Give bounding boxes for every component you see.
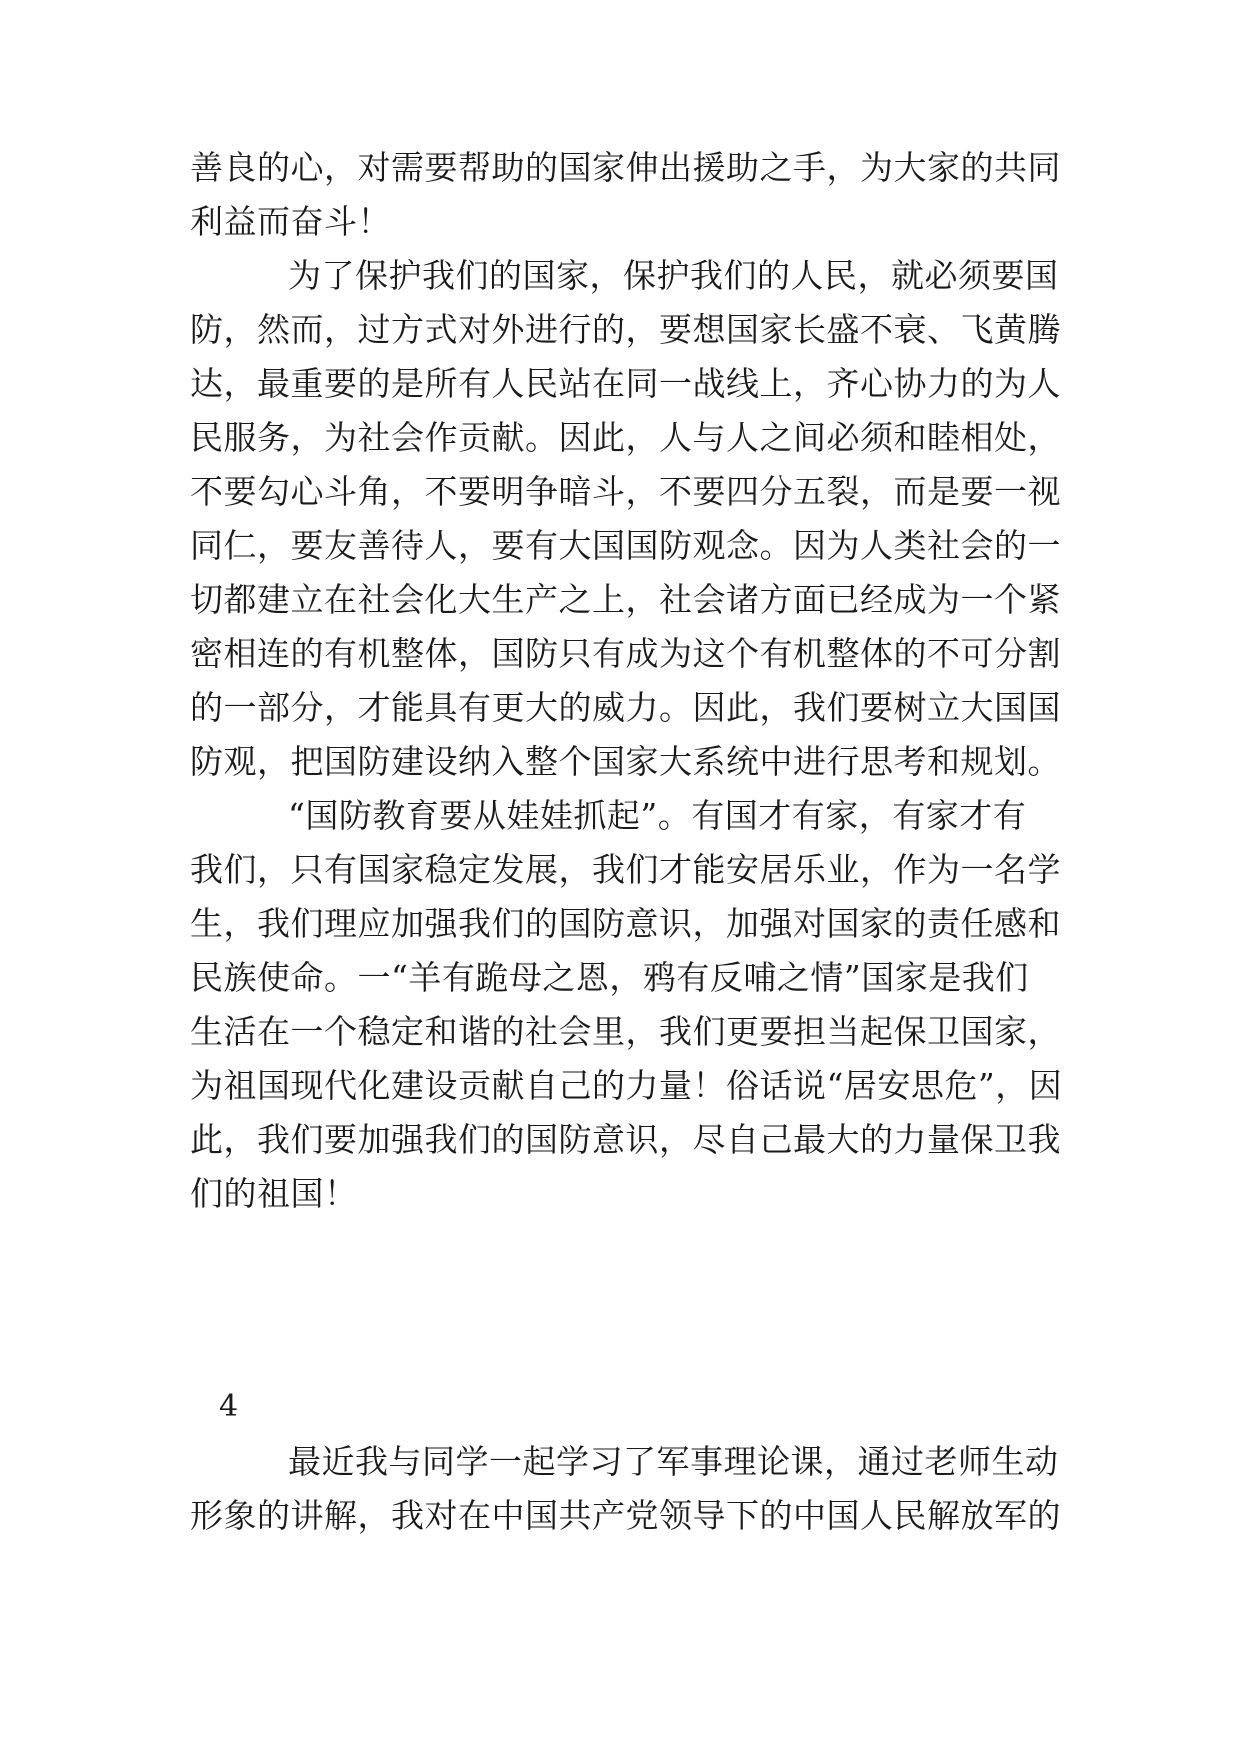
- text-line: 善良的心，对需要帮助的国家伸出援助之手，为大家的共同: [190, 148, 1061, 187]
- text-line: 不要勾心斗角，不要明争暗斗，不要四分五裂，而是要一视: [190, 472, 1061, 511]
- text-line: 生，我们理应加强我们的国防意识，加强对国家的责任感和: [190, 904, 1061, 943]
- text-line: 利益而奋斗！: [190, 202, 391, 241]
- text-line: “国防教育要从娃娃抓起”。有国才有家，有家才有: [288, 796, 1027, 835]
- text-line: 最近我与同学一起学习了军事理论课，通过老师生动: [288, 1442, 1059, 1481]
- text-line: 防，然而，过方式对外进行的，要想国家长盛不衰、飞黄腾: [190, 310, 1061, 349]
- text-line: 密相连的有机整体，国防只有成为这个有机整体的不可分割: [190, 634, 1061, 673]
- text-line: 为了保护我们的国家，保护我们的人民，就必须要国: [288, 256, 1059, 295]
- text-line: 我们，只有国家稳定发展，我们才能安居乐业，作为一名学: [190, 850, 1061, 889]
- text-line: 同仁，要友善待人，要有大国国防观念。因为人类社会的一: [190, 526, 1061, 565]
- text-line: 形象的讲解，我对在中国共产党领导下的中国人民解放军的: [190, 1496, 1061, 1535]
- text-line: 防观，把国防建设纳入整个国家大系统中进行思考和规划。: [190, 742, 1061, 781]
- text-line: 的一部分，才能具有更大的威力。因此，我们要树立大国国: [190, 688, 1061, 727]
- text-line: 切都建立在社会化大生产之上，社会诸方面已经成为一个紧: [190, 580, 1061, 619]
- text-line: 为祖国现代化建设贡献自己的力量！俗话说“居安思危”，因: [190, 1066, 1063, 1105]
- text-line: 民服务，为社会作贡献。因此，人与人之间必须和睦相处，: [190, 418, 1061, 457]
- text-line: 们的祖国！: [190, 1174, 358, 1213]
- text-line: 此，我们要加强我们的国防意识，尽自己最大的力量保卫我: [190, 1120, 1061, 1159]
- text-line: 民族使命。一“羊有跪母之恩，鸦有反哺之情”国家是我们: [190, 958, 1029, 997]
- text-line: 生活在一个稳定和谐的社会里，我们更要担当起保卫国家，: [190, 1012, 1061, 1051]
- section-number: 4: [219, 1389, 239, 1424]
- text-line: 达，最重要的是所有人民站在同一战线上，齐心协力的为人: [190, 364, 1061, 403]
